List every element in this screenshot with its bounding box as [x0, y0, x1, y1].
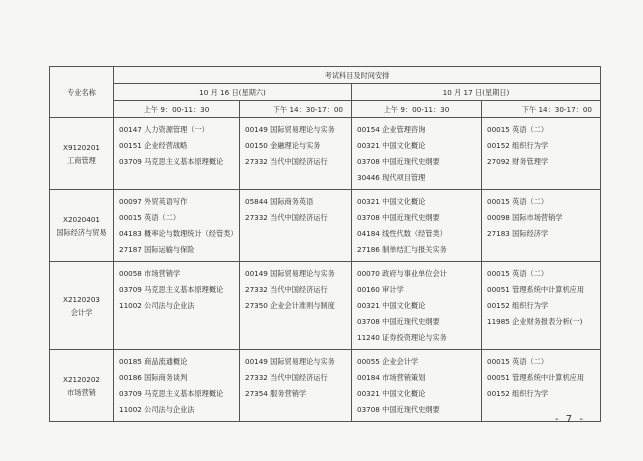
course-item: 00184 市场营销策划	[357, 373, 426, 382]
course-item: 04184 线性代数（经管类）	[357, 229, 447, 238]
major-header: 专业名称	[50, 67, 114, 118]
course-item: 03709 马克思主义基本原理概论	[119, 157, 224, 166]
course-item: 03708 中国近现代史纲要	[357, 317, 440, 326]
course-item: 00149 国际贸易理论与实务	[245, 357, 335, 366]
course-item: 11002 公司法与企业法	[119, 405, 195, 414]
course-item: 00147 人力资源管理（一）	[119, 125, 209, 134]
course-item: 00149 国际贸易理论与实务	[245, 269, 335, 278]
course-item: 27332 当代中国经济运行	[245, 373, 328, 382]
course-item: 00321 中国文化概论	[357, 141, 426, 150]
course-item: 00185 商品流通概论	[119, 357, 188, 366]
course-item: 03708 中国近现代史纲要	[357, 213, 440, 222]
day1-pm-cell	[240, 118, 352, 190]
major-code: X9120201	[63, 142, 100, 152]
day1-am-cell	[114, 262, 240, 350]
major-code: X2020401	[63, 214, 100, 224]
day1-pm-cell	[240, 262, 352, 350]
course-item: 00151 企业经营战略	[119, 141, 188, 150]
page-number: - 7 -	[555, 414, 585, 425]
day2-pm-cell	[482, 190, 601, 262]
table-row	[50, 262, 601, 350]
day1-am-cell	[114, 190, 240, 262]
course-item: 11002 公司法与企业法	[119, 301, 195, 310]
course-item: 00070 政府与事业单位会计	[357, 269, 447, 278]
course-item: 00058 市场营销学	[119, 269, 181, 278]
arrangement-header: 考试科目及时间安排	[114, 67, 601, 84]
course-item: 00321 中国文化概论	[357, 389, 426, 398]
day2-am-cell	[352, 262, 482, 350]
course-item: 00321 中国文化概论	[357, 197, 426, 206]
major-name: 国际经济与贸易	[56, 227, 107, 237]
course-item: 00015 英语（二）	[487, 197, 549, 206]
course-item: 00149 国际贸易理论与实务	[245, 125, 335, 134]
table-row	[50, 118, 601, 190]
day1-pm-header: 下午 14：30-17：00	[240, 101, 352, 118]
course-item: 00152 组织行为学	[487, 141, 549, 150]
course-item: 00097 外贸英语写作	[119, 197, 188, 206]
course-item: 00154 企业管理咨询	[357, 125, 426, 134]
course-item: 00055 企业会计学	[357, 357, 419, 366]
day2-am-header: 上午 9：00-11：30	[352, 101, 482, 118]
course-item: 27332 当代中国经济运行	[245, 157, 328, 166]
course-item: 00015 英语（二）	[487, 357, 549, 366]
major-name: 市场营销	[67, 387, 96, 397]
major-cell	[50, 190, 114, 262]
course-item: 27332 当代中国经济运行	[245, 285, 328, 294]
course-item: 00150 金融理论与实务	[245, 141, 321, 150]
course-item: 00098 国际市场营销学	[487, 213, 563, 222]
course-item: 00015 英语（二）	[487, 269, 549, 278]
day1-am-header: 上午 9：00-11：30	[114, 101, 240, 118]
course-item: 27187 国际运输与保险	[119, 245, 195, 254]
table-row	[50, 350, 601, 422]
course-item: 00015 英语（二）	[487, 125, 549, 134]
day1-pm-cell	[240, 350, 352, 422]
major-code: X2120203	[63, 294, 100, 304]
major-cell	[50, 350, 114, 422]
course-item: 05844 国际商务英语	[245, 197, 314, 206]
header-row-1	[50, 67, 601, 84]
course-item: 00152 组织行为学	[487, 389, 549, 398]
major-name: 工商管理	[67, 155, 96, 165]
course-item: 03709 马克思主义基本原理概论	[119, 285, 224, 294]
header-row-3	[50, 101, 601, 118]
course-item: 27354 服务营销学	[245, 389, 307, 398]
day2-pm-cell	[482, 118, 601, 190]
day1-am-cell	[114, 350, 240, 422]
exam-schedule-table	[49, 66, 601, 422]
major-name: 会计学	[70, 307, 93, 317]
day2-pm-cell	[482, 350, 601, 422]
course-item: 11240 证券投资理论与实务	[357, 333, 447, 342]
header-row-2	[50, 84, 601, 101]
course-item: 27350 企业会计准则与制度	[245, 301, 335, 310]
course-item: 00051 管理系统中计算机应用	[487, 373, 585, 382]
day1-pm-cell	[240, 190, 352, 262]
course-item: 00015 英语（二）	[119, 213, 181, 222]
course-item: 27186 制单结汇与报关实务	[357, 245, 447, 254]
day2-am-cell	[352, 118, 482, 190]
course-item: 27183 国际经济学	[487, 229, 549, 238]
course-item: 03709 马克思主义基本原理概论	[119, 389, 224, 398]
day2-am-cell	[352, 350, 482, 422]
course-item: 03708 中国近现代史纲要	[357, 405, 440, 414]
course-item: 00186 国际商务谈判	[119, 373, 188, 382]
course-item: 27332 当代中国经济运行	[245, 213, 328, 222]
course-item: 11985 企业财务报表分析(一)	[487, 317, 583, 326]
major-cell	[50, 262, 114, 350]
course-item: 04183 概率论与数理统计（经管类）	[119, 229, 238, 238]
day2-pm-header: 下午 14：30-17：00	[482, 101, 601, 118]
day1-am-cell	[114, 118, 240, 190]
course-item: 00321 中国文化概论	[357, 301, 426, 310]
course-item: 27092 财务管理学	[487, 157, 549, 166]
course-item: 00152 组织行为学	[487, 301, 549, 310]
major-cell	[50, 118, 114, 190]
day2-pm-cell	[482, 262, 601, 350]
table-row	[50, 190, 601, 262]
course-item: 00160 审计学	[357, 285, 404, 294]
course-item: 03708 中国近现代史纲要	[357, 157, 440, 166]
day1-header: 10 月 16 日(星期六)	[114, 84, 352, 101]
day2-header: 10 月 17 日(星期日)	[352, 84, 601, 101]
major-code: X2120202	[63, 374, 100, 384]
course-item: 30446 现代项目管理	[357, 173, 426, 182]
day2-am-cell	[352, 190, 482, 262]
course-item: 00051 管理系统中计算机应用	[487, 285, 585, 294]
